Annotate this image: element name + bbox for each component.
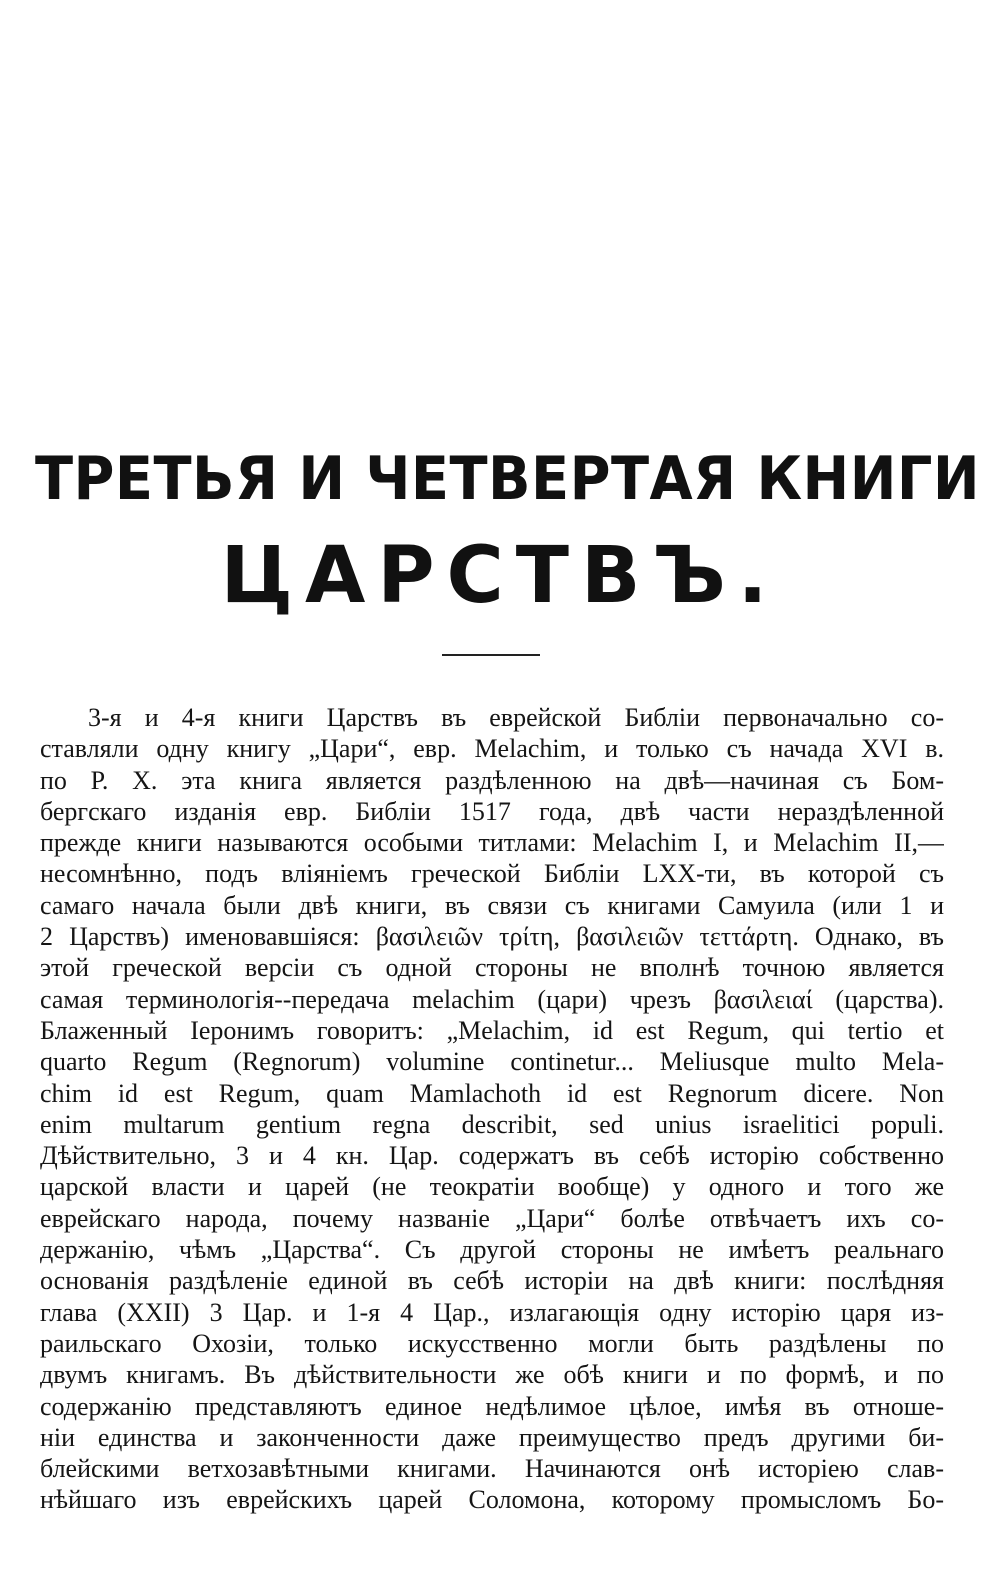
- title-divider: [442, 654, 540, 656]
- text-line: содержанію представляютъ единое недѣлимое цѣлое, имѣя въ отноше-: [40, 1391, 944, 1421]
- text-line: прежде книги называются особыми титлами: Melachim I, и Melachim II,—: [40, 828, 944, 858]
- text-line: держанію, чѣмъ „Царства“. Съ другой стороны не имѣетъ реальнаго: [40, 1235, 944, 1265]
- text-line: нѣйшаго изъ еврейскихъ царей Соломона, которому промысломъ Бо-: [40, 1485, 944, 1515]
- text-line: несомнѣнно, подъ вліяніемъ греческой Библіи LXX-ти, въ которой съ: [40, 859, 944, 889]
- text-line: бергскаго изданія евр. Библіи 1517 года, двѣ части нераздѣленной: [40, 796, 944, 826]
- text-line: раильскаго Охозіи, только искусственно могли быть раздѣлены по: [40, 1328, 944, 1358]
- text-line: ставляли одну книгу „Цари“, евр. Melachim, и только съ начада XVI в.: [40, 734, 944, 764]
- text-line: самаго начала были двѣ книги, въ связи съ книгами Самуила (или 1 и: [40, 890, 944, 920]
- chapter-title-line1: ТРЕТЬЯ И ЧЕТВЕРТАЯ КНИГИ: [35, 444, 981, 514]
- text-line: 2 Царствъ) именовавшіяся: βασιλειῶν τρίτη, βασιλειῶν τεττάρτη. Однако, въ: [40, 922, 944, 952]
- text-line: самая терминологія--передача melachim (цари) чрезъ βασιλειαί (царства).: [40, 984, 944, 1014]
- text-line: ніи единства и законченности даже преимущество предъ другими би-: [40, 1422, 944, 1452]
- text-line: enim multarum gentium regna describit, sed unius israelitici populi.: [40, 1109, 944, 1139]
- text-line: Блаженный Іеронимъ говоритъ: „Melachim, id est Regum, qui tertio et: [40, 1015, 944, 1045]
- text-line: chim id est Regum, quam Mamlachoth id est Regnorum dicere. Non: [40, 1078, 944, 1108]
- chapter-title-line2: ЦАРСТВЪ.: [220, 531, 780, 621]
- text-line: по Р. Х. эта книга является раздѣленною на двѣ—начиная съ Бом-: [40, 765, 944, 795]
- text-line: Дѣйствительно, 3 и 4 кн. Цар. содержатъ въ себѣ исторію собственно: [40, 1141, 944, 1171]
- text-line: основанія раздѣленіе единой въ себѣ исторіи на двѣ книги: послѣдняя: [40, 1266, 944, 1296]
- text-line: 3-я и 4-я книги Царствъ въ еврейской Библіи первоначально со-: [88, 703, 944, 732]
- body-text: [40, 702, 944, 1516]
- text-line: еврейскаго народа, почему названіе „Цари“ болѣе отвѣчаетъ ихъ со-: [40, 1203, 944, 1233]
- text-line: этой греческой версіи съ одной стороны не вполнѣ точною является: [40, 953, 944, 983]
- text-line: царской власти и царей (не теократіи вообще) у одного и того же: [40, 1172, 944, 1202]
- text-line: двумъ книгамъ. Въ дѣйствительности же обѣ книги и по формѣ, и по: [40, 1360, 944, 1390]
- text-line: глава (XXII) 3 Цар. и 1-я 4 Цар., излагающія одну исторію царя из-: [40, 1297, 944, 1327]
- text-line: quarto Regum (Regnorum) volumine continetur... Meliusque multo Mela-: [40, 1047, 944, 1077]
- text-line: блейскими ветхозавѣтными книгами. Начинаются онѣ исторіею слав-: [40, 1454, 944, 1484]
